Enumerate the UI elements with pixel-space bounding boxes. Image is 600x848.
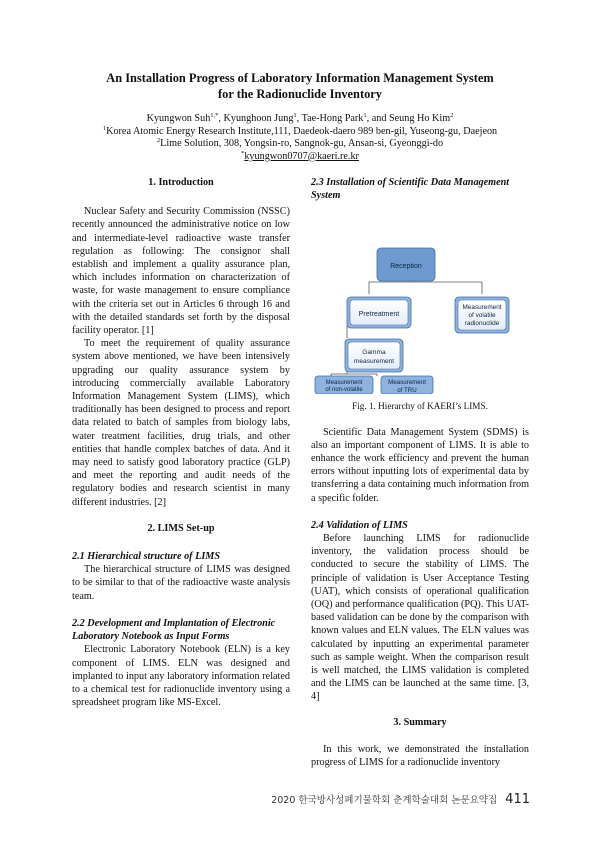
- author-3: , Tae-Hong Park: [296, 113, 364, 124]
- footer-proceedings-title: 2020 한국방사성폐기물학회 춘계학술대회 논문요약집: [271, 795, 498, 806]
- author-4: , and Seung Ho Kim: [366, 113, 451, 124]
- hierarchy-diagram: [311, 208, 529, 394]
- section-lims-setup-heading: 2. LIMS Set-up: [147, 522, 215, 534]
- affiliation-2: [40, 138, 560, 151]
- gamma-label-2: measurement: [353, 358, 395, 366]
- nonvolatile-node: [315, 376, 373, 394]
- subsection-2-2-paragraph: Electronic Laboratory Notebook (ELN) is a key component of LIMS. ELN was designed and implanted to input any laboratory information related to a chemical test for radionuclide inventory using a spreadsheet program like MS-Excel.: [72, 644, 290, 709]
- author-3-sup: 1: [363, 112, 367, 119]
- pretreatment-label: Pretreatment: [358, 311, 400, 319]
- affiliation-1-sup: 1: [102, 124, 107, 132]
- section-summary-heading: 3. Summary: [393, 716, 447, 728]
- right-column: [311, 176, 529, 769]
- nonvolatile-label-2: of non-volatile: [325, 387, 363, 394]
- subsection-2-4-paragraph: Before launching LIMS for radionuclide inventory, the validation process should be conducted to secure the stability of LIMS. The principle of validation is User Acceptance Testing (UAT), which consists of operational qualification (OQ) and performance qualification (PQ). This UAT-based validation can be done by the comparison with known values and ELN values. The ELN values was calculated by inputting an experimental parameter such as sample weight. When the comparison result is well matched, the LIMS validation is completed and the LIMS can be launched at the same time. [3, 4]: [311, 533, 529, 703]
- subsection-2-1-heading: 2.1 Hierarchical structure of LIMS: [72, 551, 221, 563]
- tru-node: [381, 376, 433, 394]
- left-column: [72, 176, 290, 709]
- paper-title: [40, 71, 560, 102]
- nonvolatile-label-1: Measurement: [325, 380, 363, 387]
- gamma-label-1: Gamma: [362, 349, 386, 357]
- volatile-label-2: of volatile: [468, 312, 496, 320]
- author-2: , Kyunghoon Jung: [218, 113, 294, 124]
- author-1: Kyungwon Suh: [146, 113, 211, 124]
- author-2-sup: 1: [293, 112, 297, 119]
- reception-label: Reception: [390, 263, 422, 271]
- affiliation-1: [40, 126, 560, 139]
- author-4-sup: 2: [450, 112, 454, 119]
- volatile-label-3: radionuclide: [464, 320, 500, 328]
- email-sup: *: [241, 149, 245, 157]
- title-line-1: An Installation Progress of Laboratory Information Management System: [106, 71, 494, 85]
- volatile-node: [455, 297, 509, 333]
- author-names: [40, 113, 560, 126]
- author-1-sup: 1,*: [210, 112, 219, 119]
- subsection-2-3-paragraph: Scientific Data Management System (SDMS) is also an important component of LIMS. It is able to enhance the work efficiency and prevent the human errors without inputting lots of experimental data by transferring a data containing much information from a specific folder.: [311, 426, 529, 504]
- volatile-label-1: Measurement: [462, 304, 502, 312]
- tru-label-1: Measurement: [388, 379, 426, 387]
- author-block: [40, 113, 560, 163]
- figure-caption: Fig. 1. Hierarchy of KAERI’s LIMS.: [352, 401, 488, 412]
- section-introduction-heading: 1. Introduction: [148, 177, 214, 188]
- tru-label-2: of TRU: [397, 387, 417, 395]
- affiliation-2-sup: 2: [156, 137, 161, 145]
- page-number: 411: [505, 792, 530, 807]
- affiliation-2-text: Lime Solution, 308, Yongsin-ro, Sangnok-gu, Ansan-si, Gyeonggi-do: [160, 138, 444, 150]
- reception-node: [377, 248, 435, 284]
- subsection-2-3-heading: 2.3 Installation of Scientific Data Management System: [311, 177, 510, 202]
- subsection-2-4-heading: 2.4 Validation of LIMS: [311, 519, 408, 531]
- subsection-2-2-heading: 2.2 Development and Implantation of Electronic Laboratory Notebook as Input Forms: [72, 617, 276, 643]
- introduction-paragraph-2: To meet the requirement of quality assurance system above mentioned, we have been intensively upgrading our quality assurance system by introducing commercially available Laboratory Information Management System (LIMS), which traditionally has been designed to process and report data related to batch of samples from biology labs, water treatment facilities, drug trials, and other entities that handle complex batches of data. And it may need to satisfy good laboratory practice (GLP) and meet the reporting and audit needs of the regulatory bodies and research scientist in many different industries. [2]: [72, 338, 290, 508]
- summary-paragraph: In this work, we demonstrated the installation progress of LIMS for a radionuclide inventory: [311, 743, 529, 769]
- page-footer: [271, 792, 530, 807]
- introduction-paragraph-1: Nuclear Safety and Security Commission (NSSC) recently announced the administrative notice on low and intermediate-level radioactive waste transfer regulation as following: The consignor shall establish and implement a quality assurance plan, which includes information on characterization of waste, for waste management to ensure compliance with the criteria set out in Articles 6 through 16 and with the detailed standards set forth by the disposal facility operator. [1]: [72, 206, 290, 337]
- email-link[interactable]: kyungwon0707@kaeri.re.kr: [244, 150, 359, 162]
- corresponding-email: [40, 151, 560, 164]
- title-line-2: for the Radionuclide Inventory: [218, 86, 382, 101]
- gamma-node: [345, 339, 403, 372]
- pretreatment-node: [347, 297, 411, 328]
- subsection-2-1-paragraph: The hierarchical structure of LIMS was designed to be similar to that of the radioactive waste analysis team.: [72, 564, 290, 602]
- lims-hierarchy-figure: [311, 208, 529, 394]
- affiliation-1-text: Korea Atomic Energy Research Institute,111, Daedeok-daero 989 ben-gil, Yuseong-gu, Daejeon: [106, 125, 498, 137]
